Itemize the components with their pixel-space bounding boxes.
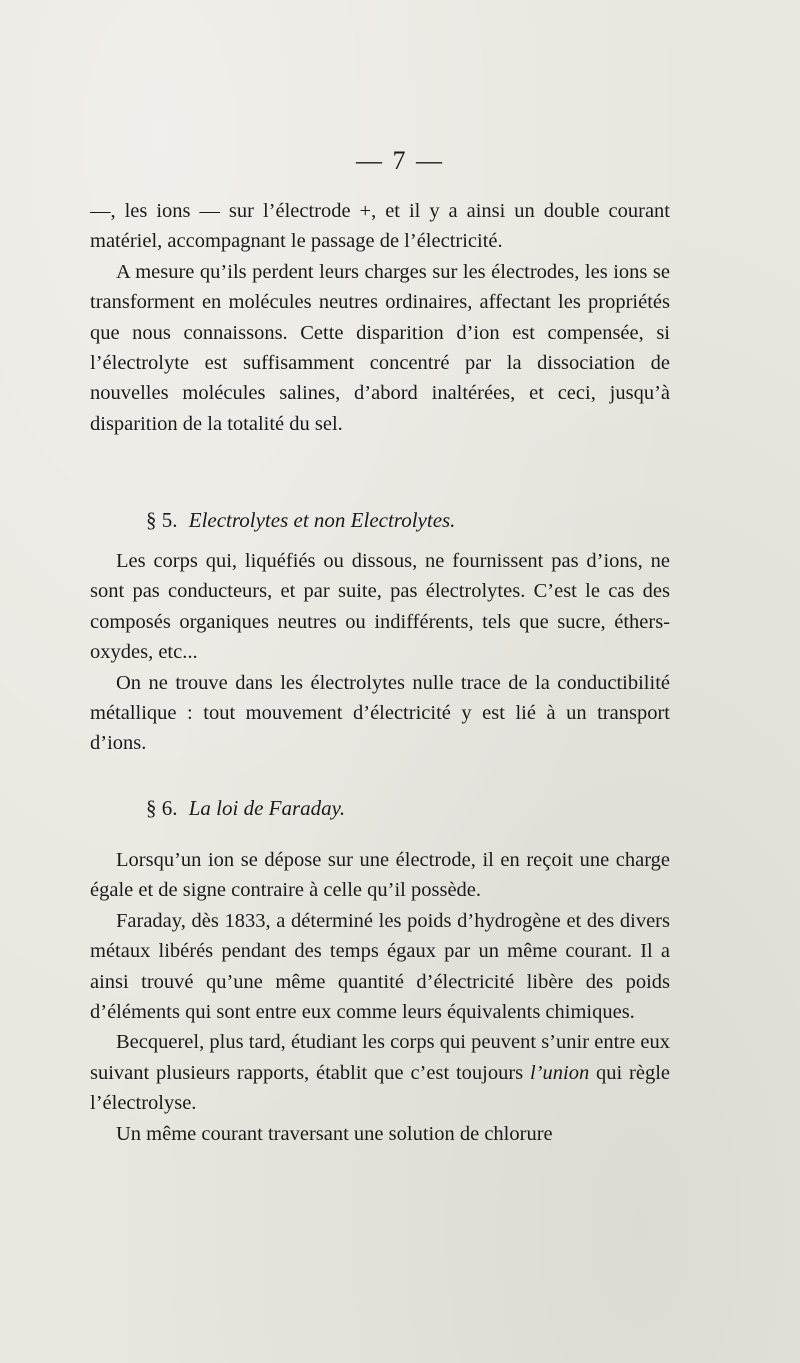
section-heading-6 xyxy=(146,796,345,821)
text-block-section-5 xyxy=(90,546,670,759)
paragraph: On ne trouve dans les électrolytes nulle trace de la conductibilité métallique : tout mouvement d’électricité y est lié à un transport d’ions. xyxy=(90,671,670,755)
section-title: Electrolytes et non Electrolytes. xyxy=(188,508,456,532)
paragraph: Faraday, dès 1833, a déterminé les poids d’hydrogène et des divers métaux libérés pendant des temps égaux par un même courant. Il a ainsi trouvé qu’une même quantité d’électricité libère des poids d’éléments qui sont entre eux comme leurs équivalents chimiques. xyxy=(90,909,670,1024)
section-number: § 6. xyxy=(146,796,178,820)
paragraph-text: qui règle l’électrolyse. xyxy=(90,1061,671,1115)
paragraph: Un même courant traversant une solution de chlorure xyxy=(116,1122,553,1145)
paragraph xyxy=(90,1027,670,1118)
section-heading-5 xyxy=(146,508,455,533)
paragraph: —, les ions — sur l’électrode +, et il y a ainsi un double courant matériel, accompagnant le passage de l’électricité. xyxy=(90,200,670,253)
text-block-section-6 xyxy=(90,845,670,1149)
text-block-intro xyxy=(90,196,670,439)
page-number: — 7 — xyxy=(356,146,444,175)
section-number: § 5. xyxy=(146,508,178,532)
paragraph: Lorsqu’un ion se dépose sur une électrode, il en reçoit une charge égale et de signe contraire à celle qu’il possède. xyxy=(90,849,670,902)
paragraph-text: Becquerel, plus tard, étudiant les corps qui peuvent s’unir entre eux suivant plusieurs rapports, établit que c’est toujours xyxy=(90,1031,670,1084)
section-title: La loi de Faraday. xyxy=(188,796,346,820)
paragraph: Les corps qui, liquéfiés ou dissous, ne fournissent pas d’ions, ne sont pas conducteurs, et par suite, pas électrolytes. C’est le cas des composés organiques neutres ou indifférents, tels que sucre, éthers-oxydes, etc... xyxy=(90,550,670,664)
paragraph: A mesure qu’ils perdent leurs charges sur les électrodes, les ions se transforment en molécules neutres ordinaires, affectant les propriétés que nous connaissons. Cette disparition d’ion est compensée, si l’électrolyte est suffisamment concentré par la dissociation de nouvelles molécules salines, d’abord inaltérées, et ceci, jusqu’à disparition de la totalité du sel. xyxy=(90,260,670,435)
emphasis-text: l’union xyxy=(529,1061,590,1084)
